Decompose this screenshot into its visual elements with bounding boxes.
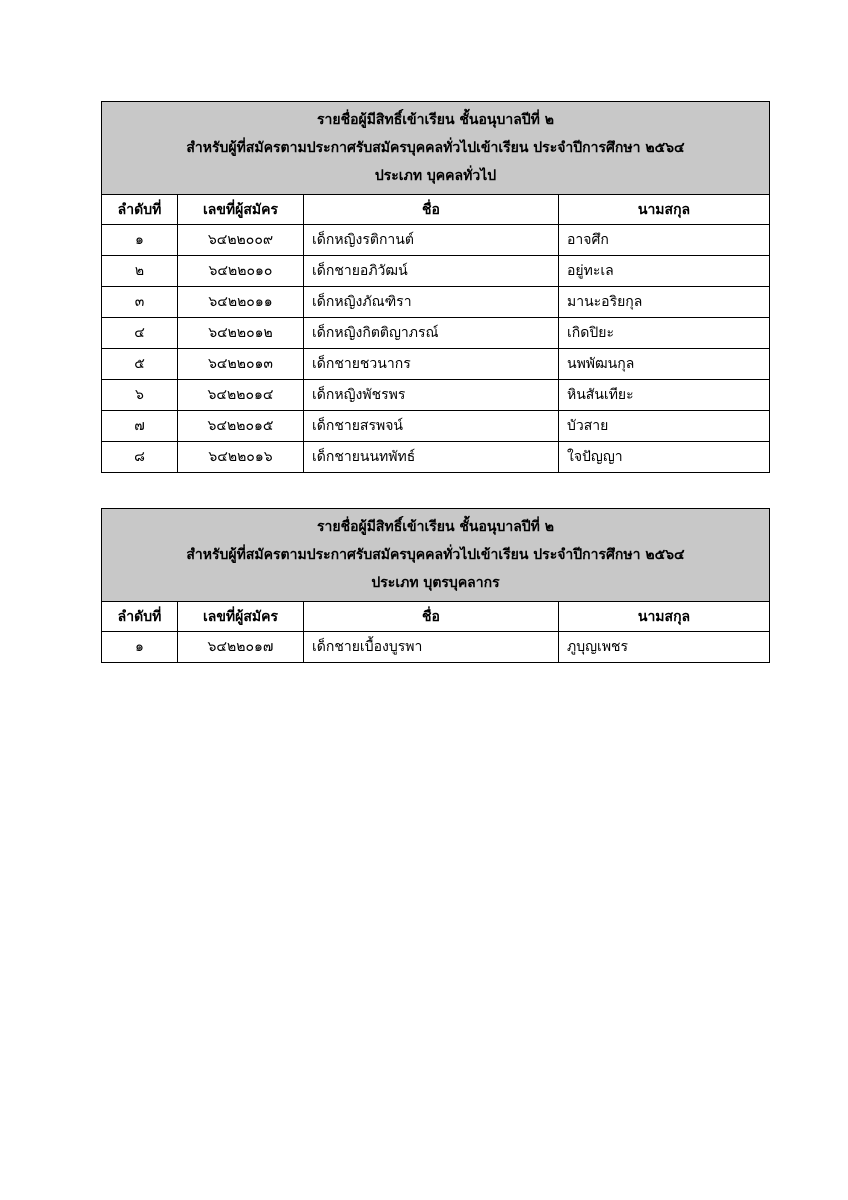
cell-applicant-id: ๖๔๒๒๐๑๕ xyxy=(178,411,304,442)
cell-surname: อาจศึก xyxy=(559,225,770,256)
cell-applicant-id: ๖๔๒๒๐๑๓ xyxy=(178,349,304,380)
table-row xyxy=(102,632,770,663)
cell-name: เด็กชายชวนากร xyxy=(304,349,559,380)
table-title xyxy=(102,102,770,195)
general-applicants-table xyxy=(101,101,770,473)
table-row xyxy=(102,380,770,411)
cell-name: เด็กหญิงกิตติญาภรณ์ xyxy=(304,318,559,349)
cell-no: ๒ xyxy=(102,256,178,287)
title-line: ประเภท บุตรบุคลากร xyxy=(371,575,500,591)
title-row xyxy=(102,102,770,195)
cell-applicant-id: ๖๔๒๒๐๑๔ xyxy=(178,380,304,411)
cell-surname: อยู่ทะเล xyxy=(559,256,770,287)
table-row xyxy=(102,318,770,349)
cell-name: เด็กชายนนทพัทธ์ xyxy=(304,442,559,473)
header-surname: นามสกุล xyxy=(559,602,770,632)
title-line: ประเภท บุคคลทั่วไป xyxy=(374,168,497,184)
cell-name: เด็กหญิงรติกานต์ xyxy=(304,225,559,256)
cell-applicant-id: ๖๔๒๒๐๐๙ xyxy=(178,225,304,256)
header-name: ชื่อ xyxy=(304,195,559,225)
staff-children-table xyxy=(101,508,770,663)
cell-surname: หินสันเทียะ xyxy=(559,380,770,411)
cell-applicant-id: ๖๔๒๒๐๑๖ xyxy=(178,442,304,473)
cell-no: ๓ xyxy=(102,287,178,318)
table-row xyxy=(102,287,770,318)
header-name: ชื่อ xyxy=(304,602,559,632)
cell-no: ๖ xyxy=(102,380,178,411)
cell-no: ๗ xyxy=(102,411,178,442)
table-title xyxy=(102,509,770,602)
table-row xyxy=(102,349,770,380)
cell-no: ๕ xyxy=(102,349,178,380)
cell-name: เด็กหญิงภัณฑิรา xyxy=(304,287,559,318)
header-applicant-id: เลขที่ผู้สมัคร xyxy=(178,602,304,632)
cell-applicant-id: ๖๔๒๒๐๑๐ xyxy=(178,256,304,287)
title-row xyxy=(102,509,770,602)
cell-surname: นพพัฒนกุล xyxy=(559,349,770,380)
cell-name: เด็กชายเบื้องบูรพา xyxy=(304,632,559,663)
title-line: รายชื่อผู้มีสิทธิ์เข้าเรียน ชั้นอนุบาลปีที่ ๒ xyxy=(317,519,555,535)
table-row xyxy=(102,225,770,256)
cell-no: ๑ xyxy=(102,632,178,663)
cell-no: ๑ xyxy=(102,225,178,256)
header-row xyxy=(102,602,770,632)
cell-surname: บัวสาย xyxy=(559,411,770,442)
cell-name: เด็กหญิงพัชรพร xyxy=(304,380,559,411)
header-no: ลำดับที่ xyxy=(102,602,178,632)
cell-applicant-id: ๖๔๒๒๐๑๑ xyxy=(178,287,304,318)
title-line: รายชื่อผู้มีสิทธิ์เข้าเรียน ชั้นอนุบาลปีที่ ๒ xyxy=(317,112,555,128)
cell-name: เด็กชายอภิวัฒน์ xyxy=(304,256,559,287)
table-row xyxy=(102,442,770,473)
header-no: ลำดับที่ xyxy=(102,195,178,225)
cell-surname: มานะอริยกุล xyxy=(559,287,770,318)
header-row xyxy=(102,195,770,225)
table-row xyxy=(102,411,770,442)
title-line: สำหรับผู้ที่สมัครตามประกาศรับสมัครบุคคลทั่วไปเข้าเรียน ประจำปีการศึกษา ๒๕๖๔ xyxy=(186,547,685,563)
title-line: สำหรับผู้ที่สมัครตามประกาศรับสมัครบุคคลทั่วไปเข้าเรียน ประจำปีการศึกษา ๒๕๖๔ xyxy=(186,140,685,156)
cell-applicant-id: ๖๔๒๒๐๑๗ xyxy=(178,632,304,663)
header-applicant-id: เลขที่ผู้สมัคร xyxy=(178,195,304,225)
cell-surname: ใจปัญญา xyxy=(559,442,770,473)
cell-applicant-id: ๖๔๒๒๐๑๒ xyxy=(178,318,304,349)
cell-name: เด็กชายสรพจน์ xyxy=(304,411,559,442)
cell-surname: เกิดปิยะ xyxy=(559,318,770,349)
cell-no: ๔ xyxy=(102,318,178,349)
header-surname: นามสกุล xyxy=(559,195,770,225)
table-row xyxy=(102,256,770,287)
cell-no: ๘ xyxy=(102,442,178,473)
cell-surname: ภูบุญเพชร xyxy=(559,632,770,663)
